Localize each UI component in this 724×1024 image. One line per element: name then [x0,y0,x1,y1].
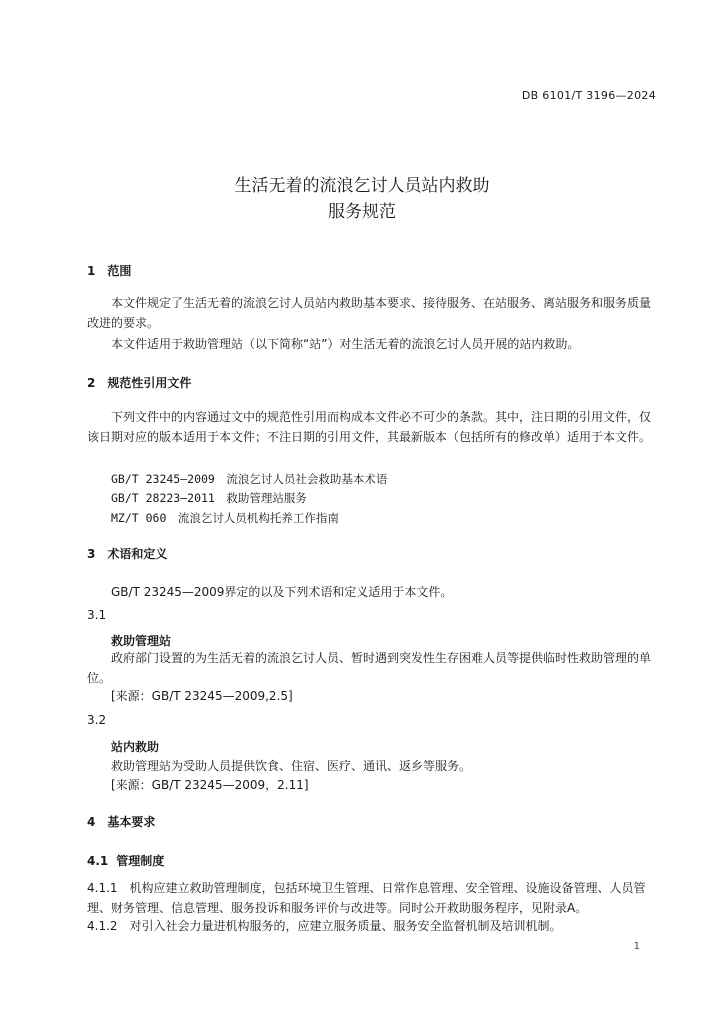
page-number: 1 [633,941,640,952]
term-3-2-definition: 救助管理站为受助人员提供饮食、住宿、医疗、通讯、返乡等服务。 [111,759,472,773]
reference-item: GB/T 28223—2011 救助管理站服务 [111,491,307,505]
section-3-heading [87,545,167,562]
term-3-2-number: 3.2 [87,713,107,727]
term-3-2-source: [来源：GB/T 23245—2009，2.11] [111,778,309,792]
section-number: 4 [87,815,96,829]
subsection-4-1-heading [87,852,164,869]
document-title-line2: 服务规范 [328,202,396,222]
clause-4-1-1: 4.1.1 机构应建立救助管理制度，包括环境卫生管理、日常作息管理、安全管理、设施设备管理、人员管理、财务管理、信息管理、服务投诉和服务评价与改进等。同时公开救助服务程序，见附录A。 [87,881,646,915]
term-3-1-source: [来源：GB/T 23245—2009,2.5] [111,689,293,703]
term-3-1-title: 救助管理站 [111,634,172,648]
section-title: 术语和定义 [107,547,168,561]
section-1-heading [87,262,131,279]
subsection-number: 4.1 [87,854,109,868]
section-3-intro: GB/T 23245—2009界定的以及下列术语和定义适用于本文件。 [111,585,453,599]
document-title-line1: 生活无着的流浪乞讨人员站内救助 [234,176,490,196]
term-3-1-definition: 政府部门设置的为生活无着的流浪乞讨人员、暂时遇到突发性生存困难人员等提供临时性救助管理的单位。 [87,651,652,685]
term-3-2-title: 站内救助 [111,740,160,754]
subsection-title: 管理制度 [116,854,165,868]
section-1-paragraph-2: 本文件适用于救助管理站（以下简称“站”）对生活无着的流浪乞讨人员开展的站内救助。 [111,337,580,351]
section-number: 2 [87,376,96,390]
section-4-heading [87,813,155,830]
section-1-paragraph-1: 本文件规定了生活无着的流浪乞讨人员站内救助基本要求、接待服务、在站服务、离站服务和服务质量改进的要求。 [87,296,652,330]
document-code: DB 6101/T 3196—2024 [521,89,656,102]
section-2-heading [87,374,191,391]
clause-4-1-2: 4.1.2 对引入社会力量进机构服务的，应建立服务质量、服务安全监督机制及培训机制。 [87,919,562,933]
section-number: 3 [87,547,96,561]
reference-item: GB/T 23245—2009 流浪乞讨人员社会救助基本术语 [111,472,388,486]
section-title: 范围 [107,264,132,278]
term-3-1-number: 3.1 [87,608,107,622]
section-title: 基本要求 [107,815,156,829]
section-number: 1 [87,264,96,278]
reference-item: MZ/T 060 流浪乞讨人员机构托养工作指南 [111,511,339,525]
section-title: 规范性引用文件 [107,376,192,390]
section-2-paragraph-1: 下列文件中的内容通过文中的规范性引用而构成本文件必不可少的条款。其中，注日期的引用文件，仅该日期对应的版本适用于本文件；不注日期的引用文件，其最新版本（包括所有的修改单）适用于本文件。 [87,410,652,444]
